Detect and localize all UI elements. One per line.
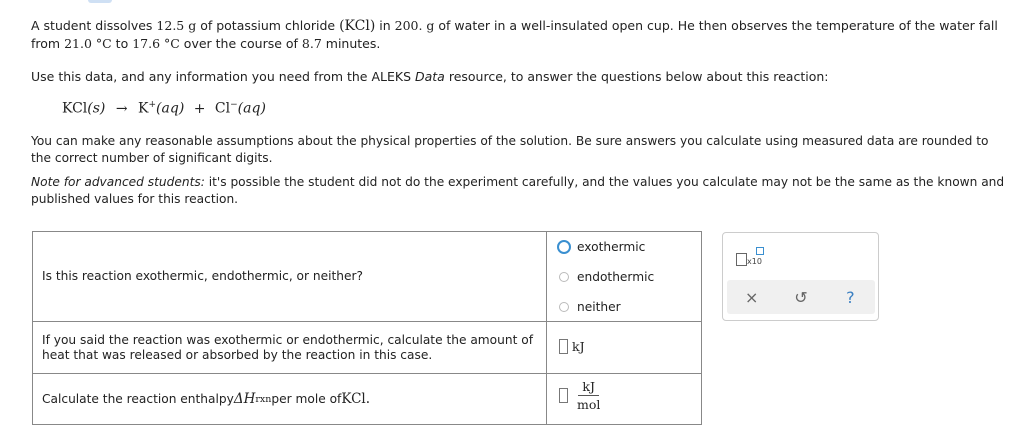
question-row-3: [33, 374, 701, 425]
option-label: neither: [577, 300, 621, 314]
top-bar: [0, 0, 1024, 4]
option-endothermic[interactable]: [557, 270, 654, 284]
option-exothermic[interactable]: [557, 240, 645, 254]
assumptions-text: You can make any reasonable assumptions about the physical properties of the solution. Be sure answers you calculate using measured data are rounded to the correct number of significant digits.: [31, 134, 989, 165]
text: minutes.: [321, 36, 381, 51]
question-3-text: [33, 374, 547, 425]
undo-button[interactable]: ↺: [794, 287, 808, 307]
option-label: exothermic: [577, 240, 646, 254]
note-text: it's possible the student did not do the experiment carefully, and the values you calculate may not be the same as the known and published values for this reaction.: [31, 175, 1005, 206]
text: Calculate the reaction enthalpy: [42, 392, 234, 406]
text: over the course of: [179, 36, 302, 51]
scientific-notation-button[interactable]: [736, 247, 776, 269]
mass-salt: 12.5 g: [156, 18, 197, 33]
answer-cell-1: [547, 232, 701, 321]
advanced-note: [31, 174, 1006, 208]
rxn-subscript: rxn: [255, 394, 272, 405]
radio-endothermic[interactable]: [559, 272, 569, 282]
option-label: endothermic: [577, 270, 655, 284]
enthalpy-answer-input[interactable]: [559, 388, 568, 403]
mantissa-box-icon: [736, 253, 747, 266]
question-row-1: [33, 232, 701, 322]
problem-statement: [31, 17, 1006, 52]
help-button[interactable]: ?: [846, 287, 855, 307]
reaction-equation: [62, 100, 266, 117]
text: resource, to answer the questions below about this reaction:: [444, 69, 829, 84]
eq-ion1-charge: +: [148, 100, 157, 110]
note-label: Note for advanced students:: [31, 175, 205, 189]
radio-neither[interactable]: [559, 302, 569, 312]
eq-ion1: K: [138, 100, 149, 117]
math-toolbox: [722, 232, 879, 321]
text: A student dissolves: [31, 18, 157, 33]
eq-plus: +: [193, 100, 206, 117]
eq-arrow: →: [115, 100, 128, 117]
text: Use this data, and any information you need from the ALEKS: [31, 69, 415, 84]
question-1-text: Is this reaction exothermic, endothermic, or neither?: [33, 232, 547, 321]
mass-water: 200. g: [394, 18, 435, 33]
unit-kj: kJ: [572, 339, 585, 354]
temperature-final: 17.6 °C: [132, 36, 180, 51]
text: per mole of: [271, 392, 342, 406]
x10-label: x10: [747, 257, 762, 266]
answer-cell-3: [547, 374, 701, 425]
heat-answer-input[interactable]: [559, 339, 568, 354]
answer-cell-2: [547, 322, 701, 373]
text: of water in a well-insulated open cup. He then observes the temperature of the water fall from: [31, 18, 998, 51]
radio-exothermic[interactable]: [557, 240, 571, 254]
delta-h-symbol: ΔH: [233, 391, 256, 407]
data-resource-link: Data: [415, 69, 445, 84]
formula-kcl: KCl.: [341, 391, 371, 407]
toolbox-actions: [727, 280, 875, 314]
exponent-box-icon: [756, 247, 764, 255]
top-tab-indicator: [88, 0, 112, 3]
eq-ion2-charge: −: [230, 100, 238, 110]
instructions: [31, 68, 1006, 85]
question-row-2: [33, 322, 701, 374]
formula-kcl: (KCl): [339, 18, 376, 34]
unit-denominator: mol: [577, 397, 601, 412]
time-value: 8.7: [301, 36, 322, 51]
unit-numerator: kJ: [578, 379, 599, 396]
question-2-text: If you said the reaction was exothermic or endothermic, calculate the amount of heat that was released or absorbed by the reaction in this case.: [33, 322, 547, 373]
eq-ion2: Cl: [214, 100, 231, 117]
clear-button[interactable]: ×: [744, 287, 759, 307]
temperature-initial: 21.0 °C: [64, 36, 112, 51]
eq-ion1-state: (aq): [156, 100, 185, 117]
text: of potassium chloride: [196, 18, 340, 33]
text: in: [375, 18, 395, 33]
option-neither[interactable]: [557, 300, 621, 314]
unit-kj-per-mol: [573, 379, 604, 412]
text: to: [111, 36, 133, 51]
eq-reactant-state: (s): [87, 100, 106, 117]
eq-reactant: KCl: [62, 100, 88, 117]
question-table: [32, 231, 702, 425]
eq-ion2-state: (aq): [237, 100, 266, 117]
